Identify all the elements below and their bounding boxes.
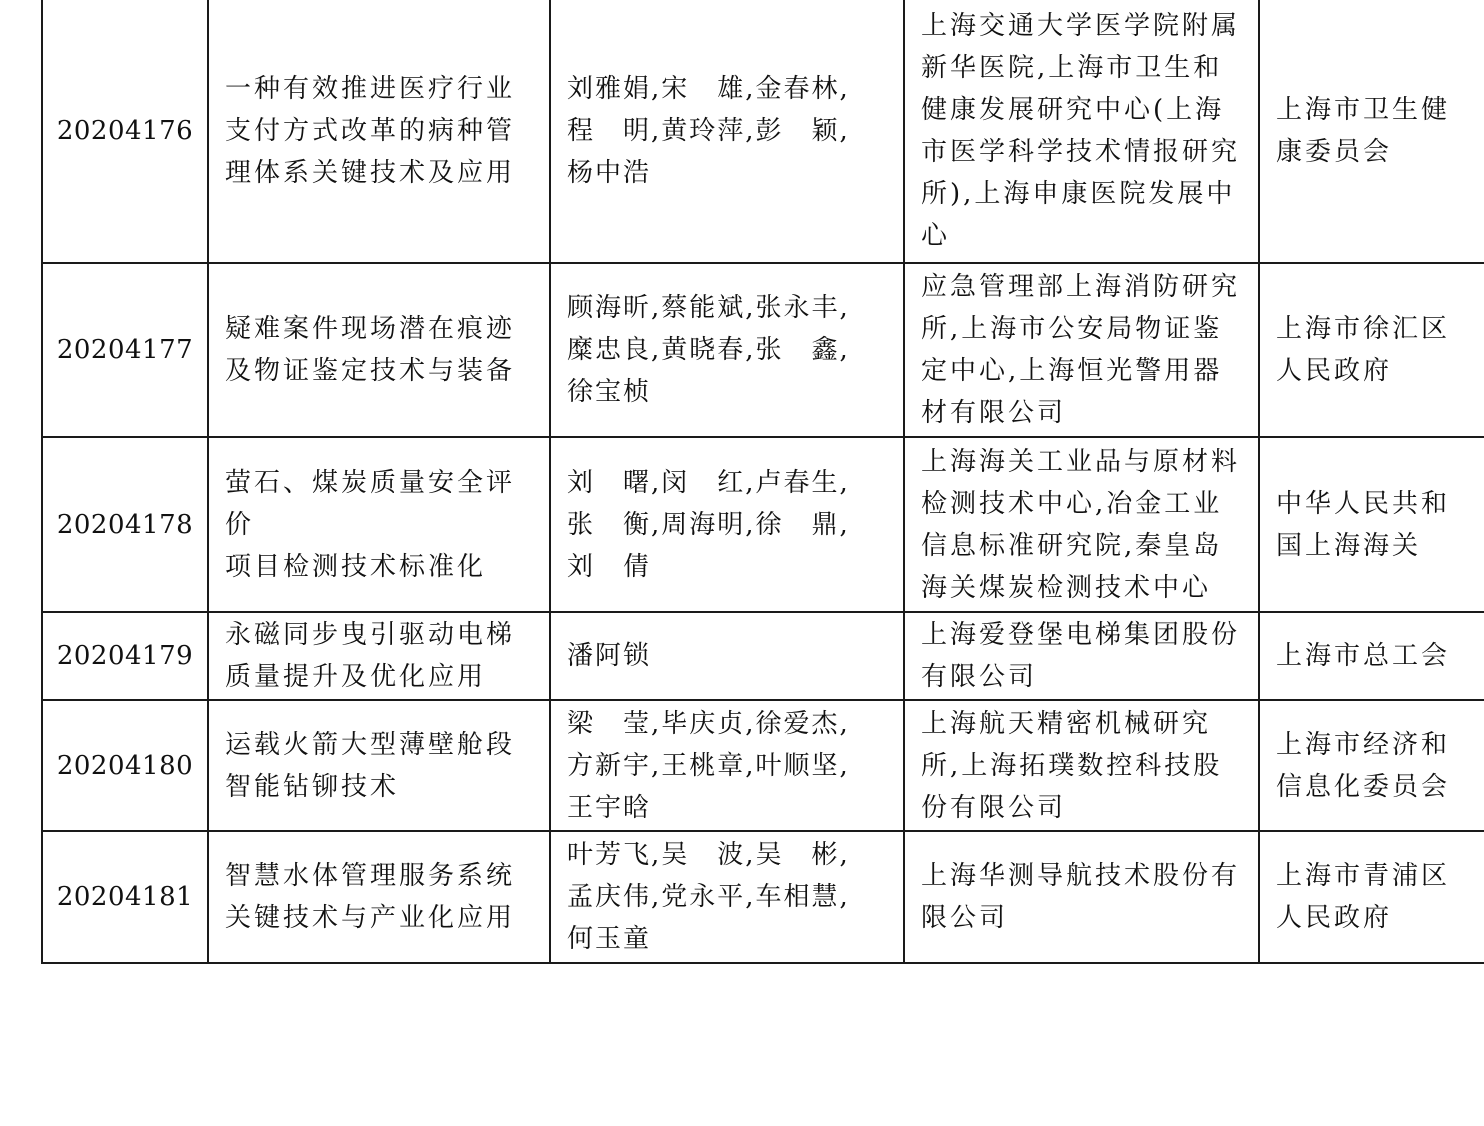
awards-table — [41, 0, 1484, 964]
project-id-cell: 20204178 — [42, 437, 208, 612]
project-id-cell: 20204180 — [42, 700, 208, 831]
project-id-cell: 20204179 — [42, 612, 208, 700]
project-id-cell: 20204181 — [42, 831, 208, 963]
completing-units-cell: 上海海关工业品与原材料 检测技术中心,冶金工业 信息标准研究院,秦皇岛 海关煤炭检测技术中心 — [904, 437, 1259, 612]
recommender-cell: 上海市青浦区 人民政府 — [1259, 831, 1484, 963]
completing-units-cell: 应急管理部上海消防研究 所,上海市公安局物证鉴 定中心,上海恒光警用器 材有限公司 — [904, 263, 1259, 437]
project-name-cell: 一种有效推进医疗行业 支付方式改革的病种管 理体系关键技术及应用 — [208, 0, 550, 263]
recommender-cell: 上海市卫生健 康委员会 — [1259, 0, 1484, 263]
recommender-cell: 上海市经济和 信息化委员会 — [1259, 700, 1484, 831]
recommender-cell: 上海市徐汇区 人民政府 — [1259, 263, 1484, 437]
project-name-cell: 运载火箭大型薄壁舱段 智能钻铆技术 — [208, 700, 550, 831]
completers-cell: 梁 莹,毕庆贞,徐爱杰, 方新宇,王桃章,叶顺坚, 王宇晗 — [550, 700, 904, 831]
table-row — [42, 0, 1484, 263]
recommender-cell: 上海市总工会 — [1259, 612, 1484, 700]
table-row — [42, 263, 1484, 437]
table-row — [42, 831, 1484, 963]
completers-cell: 潘阿锁 — [550, 612, 904, 700]
project-name-cell: 疑难案件现场潜在痕迹 及物证鉴定技术与装备 — [208, 263, 550, 437]
project-name-cell: 永磁同步曳引驱动电梯 质量提升及优化应用 — [208, 612, 550, 700]
completing-units-cell: 上海交通大学医学院附属 新华医院,上海市卫生和 健康发展研究中心(上海 市医学科学技术情报研究 所),上海申康医院发展中 心 — [904, 0, 1259, 263]
table-row — [42, 612, 1484, 700]
completers-cell: 刘雅娟,宋 雄,金春林, 程 明,黄玲萍,彭 颖, 杨中浩 — [550, 0, 904, 263]
completing-units-cell: 上海爱登堡电梯集团股份 有限公司 — [904, 612, 1259, 700]
project-name-cell: 智慧水体管理服务系统 关键技术与产业化应用 — [208, 831, 550, 963]
recommender-cell: 中华人民共和 国上海海关 — [1259, 437, 1484, 612]
completers-cell: 顾海昕,蔡能斌,张永丰, 糜忠良,黄晓春,张 鑫, 徐宝桢 — [550, 263, 904, 437]
project-id-cell: 20204177 — [42, 263, 208, 437]
table-row — [42, 700, 1484, 831]
table-row — [42, 437, 1484, 612]
project-id-cell: 20204176 — [42, 0, 208, 263]
completing-units-cell: 上海航天精密机械研究 所,上海拓璞数控科技股 份有限公司 — [904, 700, 1259, 831]
completers-cell: 叶芳飞,吴 波,吴 彬, 孟庆伟,党永平,车相慧, 何玉童 — [550, 831, 904, 963]
project-name-cell: 萤石、煤炭质量安全评价 项目检测技术标准化 — [208, 437, 550, 612]
completing-units-cell: 上海华测导航技术股份有 限公司 — [904, 831, 1259, 963]
completers-cell: 刘 曙,闵 红,卢春生, 张 衡,周海明,徐 鼎, 刘 倩 — [550, 437, 904, 612]
